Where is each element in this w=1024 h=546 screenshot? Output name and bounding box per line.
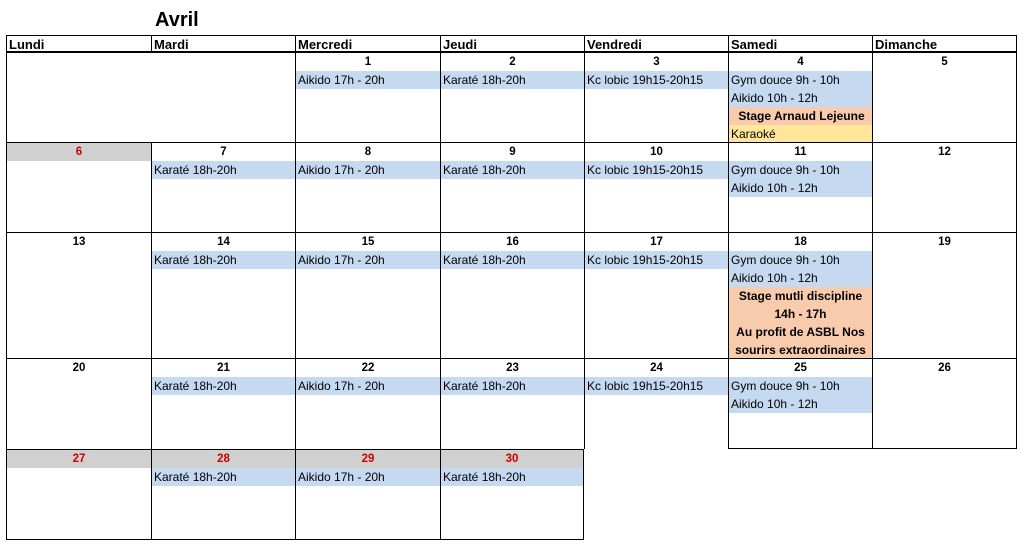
day-number: 1	[364, 56, 372, 68]
day-cell[interactable]	[295, 232, 440, 358]
event-gym-douce[interactable]: Gym douce 9h - 10h	[729, 251, 872, 269]
calendar-grid	[6, 35, 1018, 542]
event-stage-arnaud[interactable]: Stage Arnaud Lejeune	[729, 107, 872, 125]
weekday-thursday: Jeudi	[440, 35, 584, 52]
event-aikido-saturday[interactable]: Aikido 10h - 12h	[729, 89, 872, 107]
event-karate[interactable]: Karaté 18h-20h	[152, 251, 295, 269]
day-number: 2	[509, 56, 516, 68]
event-aikido[interactable]: Aikido 17h - 20h	[296, 377, 440, 395]
day-cell[interactable]	[295, 358, 440, 449]
event-aikido-saturday[interactable]: Aikido 10h - 12h	[729, 179, 872, 197]
day-number-holiday: 30	[441, 450, 583, 468]
day-number: 10	[650, 146, 663, 158]
day-cell[interactable]	[440, 52, 584, 142]
day-number: 15	[361, 236, 375, 248]
day-number-holiday: 28	[152, 450, 295, 468]
day-number: 14	[217, 236, 230, 248]
day-number: 16	[506, 236, 519, 248]
event-karate[interactable]: Karaté 18h-20h	[441, 377, 584, 395]
day-number-holiday: 29	[296, 450, 440, 468]
day-cell[interactable]	[151, 449, 295, 540]
day-cell[interactable]	[728, 52, 872, 142]
day-cell[interactable]	[872, 52, 1017, 142]
day-cell[interactable]	[151, 358, 295, 449]
event-karaoke[interactable]: Karaoké	[729, 125, 872, 143]
event-karate[interactable]: Karaté 18h-20h	[152, 468, 295, 486]
day-cell[interactable]	[440, 449, 584, 540]
event-kc-lobic[interactable]: Kc lobic 19h15-20h15	[585, 377, 728, 395]
event-karate[interactable]: Karaté 18h-20h	[441, 71, 584, 89]
day-cell[interactable]	[872, 142, 1017, 232]
day-number: 5	[941, 56, 948, 68]
event-karate[interactable]: Karaté 18h-20h	[441, 161, 584, 179]
day-cell[interactable]	[872, 232, 1017, 358]
day-cell[interactable]	[584, 232, 728, 358]
event-gym-douce[interactable]: Gym douce 9h - 10h	[729, 71, 872, 89]
day-cell[interactable]	[872, 358, 1017, 449]
day-cell[interactable]	[728, 142, 872, 232]
day-cell[interactable]	[295, 142, 440, 232]
event-aikido[interactable]: Aikido 17h - 20h	[296, 468, 440, 486]
day-cell[interactable]	[584, 52, 728, 142]
event-kc-lobic[interactable]: Kc lobic 19h15-20h15	[585, 161, 728, 179]
empty-cell	[6, 52, 295, 142]
day-number: 25	[794, 362, 807, 374]
day-number: 7	[220, 146, 227, 158]
day-number: 12	[938, 146, 951, 158]
event-karate[interactable]: Karaté 18h-20h	[152, 161, 295, 179]
day-cell[interactable]	[584, 358, 728, 449]
event-aikido[interactable]: Aikido 17h - 20h	[296, 71, 440, 89]
day-number: 17	[650, 236, 663, 248]
day-number: 3	[653, 56, 660, 68]
day-number: 19	[938, 236, 951, 248]
day-cell[interactable]	[440, 232, 584, 358]
event-aikido-saturday[interactable]: Aikido 10h - 12h	[729, 395, 872, 413]
day-cell[interactable]	[440, 358, 584, 449]
day-cell[interactable]	[440, 142, 584, 232]
event-karate[interactable]: Karaté 18h-20h	[441, 468, 583, 486]
day-number: 22	[361, 362, 375, 374]
weekday-monday: Lundi	[6, 35, 151, 52]
event-kc-lobic[interactable]: Kc lobic 19h15-20h15	[585, 71, 728, 89]
event-gym-douce[interactable]: Gym douce 9h - 10h	[729, 161, 872, 179]
weekday-tuesday: Mardi	[151, 35, 295, 52]
stage-multi-line: 14h - 17h	[774, 307, 827, 321]
event-stage-multi[interactable]	[729, 287, 872, 359]
day-number: 4	[797, 56, 804, 68]
day-cell[interactable]	[6, 449, 151, 540]
event-karate[interactable]: Karaté 18h-20h	[441, 251, 584, 269]
day-number: 8	[364, 146, 372, 158]
event-aikido-saturday[interactable]: Aikido 10h - 12h	[729, 269, 872, 287]
event-gym-douce[interactable]: Gym douce 9h - 10h	[729, 377, 872, 395]
weekday-wednesday: Mercredi	[295, 35, 440, 52]
day-cell[interactable]	[6, 358, 151, 449]
day-number: 26	[938, 362, 951, 374]
day-cell[interactable]	[6, 142, 151, 232]
day-number: 21	[217, 362, 230, 374]
day-number: 18	[794, 236, 807, 248]
day-cell[interactable]	[728, 232, 872, 358]
day-cell[interactable]	[584, 142, 728, 232]
weekday-saturday: Samedi	[728, 35, 872, 52]
day-number-holiday: 6	[7, 143, 151, 161]
month-title: Avril	[155, 9, 199, 31]
event-karate[interactable]: Karaté 18h-20h	[152, 377, 295, 395]
day-cell[interactable]	[728, 358, 872, 449]
day-cell[interactable]	[151, 232, 295, 358]
day-number: 24	[650, 362, 663, 374]
weekday-friday: Vendredi	[584, 35, 728, 52]
day-number: 13	[72, 236, 86, 248]
day-number: 23	[506, 362, 519, 374]
day-number-holiday: 27	[7, 450, 151, 468]
day-number: 11	[794, 146, 807, 158]
stage-multi-line: sourirs extraordinaires	[735, 343, 866, 357]
stage-multi-line: Au profit de ASBL Nos	[736, 325, 865, 339]
event-aikido[interactable]: Aikido 17h - 20h	[296, 161, 440, 179]
day-cell[interactable]	[6, 232, 151, 358]
day-number: 20	[72, 362, 86, 374]
event-aikido[interactable]: Aikido 17h - 20h	[296, 251, 440, 269]
day-number: 9	[509, 146, 516, 158]
day-cell[interactable]	[295, 52, 440, 142]
day-cell[interactable]	[295, 449, 440, 540]
day-cell[interactable]	[151, 142, 295, 232]
event-kc-lobic[interactable]: Kc lobic 19h15-20h15	[585, 251, 728, 269]
stage-multi-line: Stage mutli discipline	[738, 289, 863, 303]
weekday-sunday: Dimanche	[872, 35, 1017, 52]
